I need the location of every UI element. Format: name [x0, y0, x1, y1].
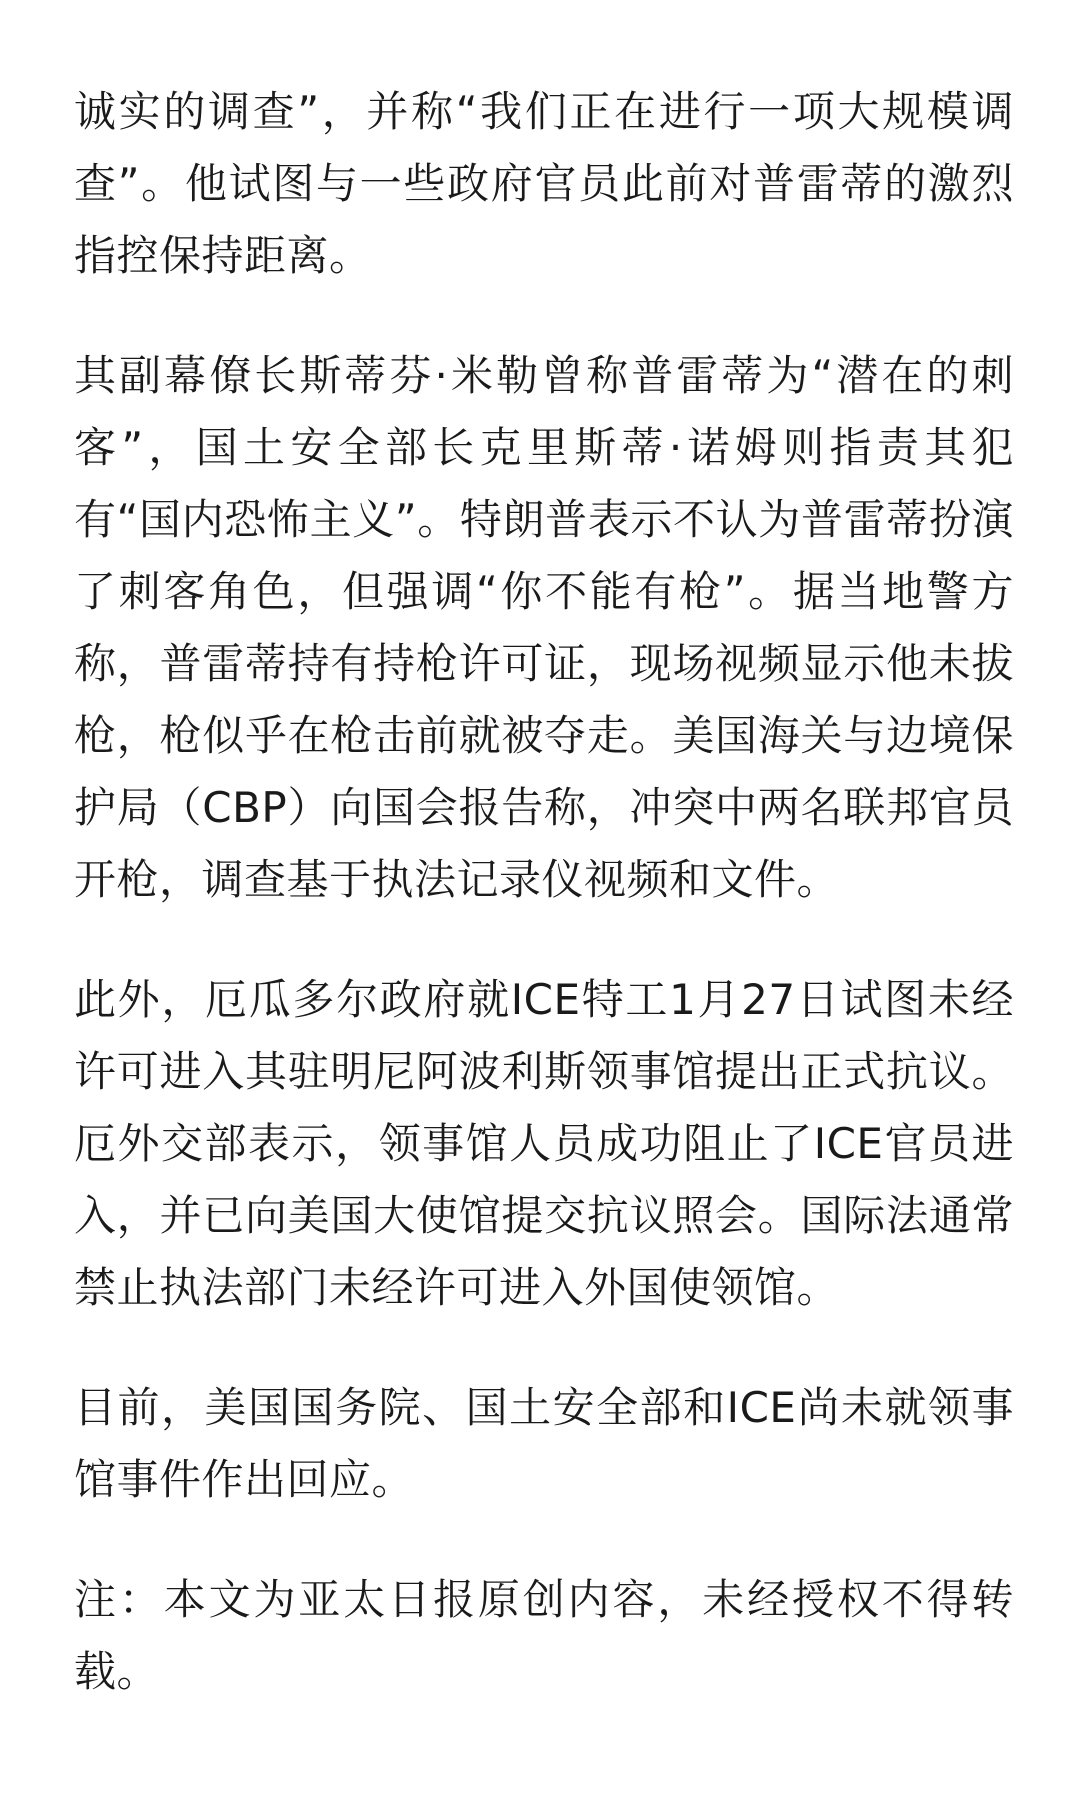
paragraph-2: 其副幕僚长斯蒂芬·米勒曾称普雷蒂为“潜在的刺客”，国土安全部长克里斯蒂·诺姆则指责其犯有“国内恐怖主义”。特朗普表示不认为普雷蒂扮演了刺客角色，但强调“你不能有枪”。据当地警方称，普雷蒂持有持枪许可证，现场视频显示他未拔枪，枪似乎在枪击前就被夺走。美国海关与边境保护局（CBP）向国会报告称，冲突中两名联邦官员开枪，调查基于执法记录仪视频和文件。: [74, 351, 1014, 904]
article-body: [74, 76, 1014, 1708]
copyright-note: 注：本文为亚太日报原创内容，未经授权不得转载。: [74, 1575, 1014, 1696]
paragraph-1: 诚实的调查”，并称“我们正在进行一项大规模调查”。他试图与一些政府官员此前对普雷蒂的激烈指控保持距离。: [74, 87, 1014, 280]
paragraph-3: 此外，厄瓜多尔政府就ICE特工1月27日试图未经许可进入其驻明尼阿波利斯领事馆提出正式抗议。厄外交部表示，领事馆人员成功阻止了ICE官员进入，并已向美国大使馆提交抗议照会。国际法通常禁止执法部门未经许可进入外国使领馆。: [74, 975, 1014, 1312]
paragraph-4: 目前，美国国务院、国土安全部和ICE尚未就领事馆事件作出回应。: [74, 1383, 1014, 1504]
